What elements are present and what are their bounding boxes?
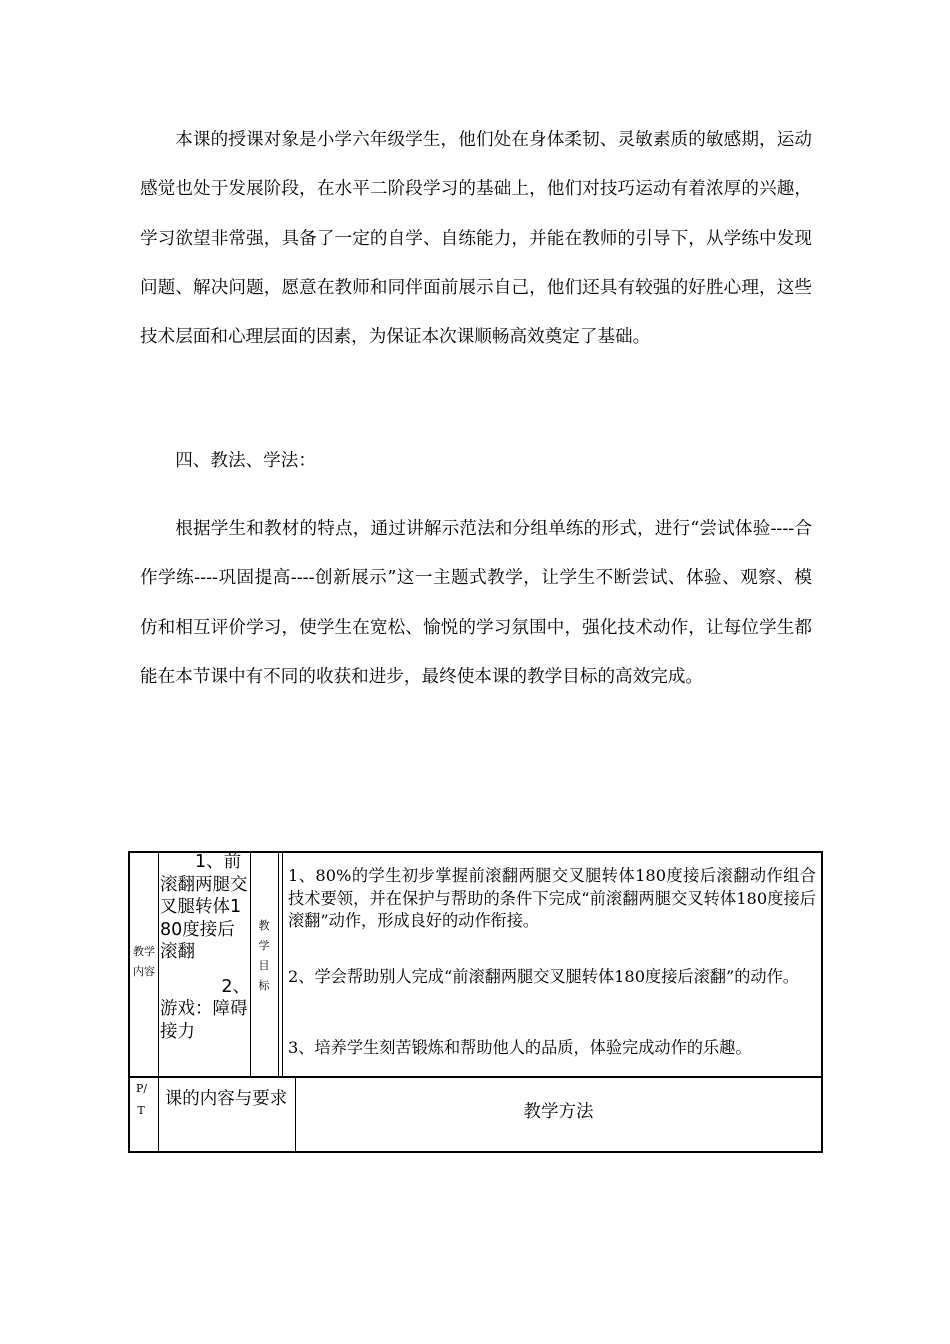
label-teaching-content: 教学内容 <box>133 945 155 978</box>
header-teaching-method: 教学方法 <box>523 1102 594 1122</box>
content-item-1: 1、前滚翻两腿交叉腿转体180度接后滚翻 <box>160 852 248 962</box>
table-border <box>250 851 251 1077</box>
table-border <box>158 851 159 1153</box>
label-pt: P/T <box>136 1082 148 1117</box>
objective-2: 2、学会帮助别人完成“前滚翻两腿交叉腿转体180度接后滚翻”的动作。 <box>288 967 799 986</box>
table-border <box>128 851 130 1153</box>
table-border <box>821 851 823 1153</box>
student-analysis-paragraph: 本课的授课对象是小学六年级学生，他们处在身体柔韧、灵敏素质的敏感期，运动感觉也处于发展阶段，在水平二阶段学习的基础上，他们对技巧运动有着浓厚的兴趣，学习欲望非常强，具备了一定的自学、自练能力，并能在教师的引导下，从学练中发现问题、解决问题，愿意在教师和同伴面前展示自己，他们还具有较强的好胜心理，这些技术层面和心理层面的因素，为保证本次课顺畅高效奠定了基础。 <box>140 130 812 348</box>
teaching-content-cell <box>160 851 250 1043</box>
objective-3: 3、培养学生刻苦锻炼和帮助他人的品质，体验完成动作的乐趣。 <box>288 1038 752 1057</box>
section-heading-teaching-methods: 四、教法、学法： <box>175 451 316 471</box>
teaching-methods-paragraph: 根据学生和教材的特点，通过讲解示范法和分组单练的形式，进行“尝试体验----合作学练----巩固提高----创新展示”这一主题式教学，让学生不断尝试、体验、观察、模仿和相互评价学习，使学生在宽松、愉悦的学习氛围中，强化技术动作，让每位学生都能在本节课中有不同的收获和进步，最终使本课的教学目标的高效完成。 <box>140 519 812 687</box>
table-border <box>282 851 283 1077</box>
table-border <box>278 851 279 1077</box>
content-item-2-number: 2、 <box>221 976 250 997</box>
table-border <box>128 1076 823 1078</box>
table-border <box>128 1151 823 1153</box>
header-content-requirements: 课的内容与要求 <box>164 1089 288 1109</box>
content-item-2-text: 游戏：障碍接力 <box>160 999 248 1042</box>
label-teaching-objectives: 教学目标 <box>258 919 270 992</box>
objective-1: 1、80%的学生初步掌握前滚翻两腿交叉腿转体180度接后滚翻动作组合技术要领，并在保护与帮助的条件下完成“前滚翻两腿交叉转体180度接后滚翻”动作，形成良好的动作衔接。 <box>288 866 816 930</box>
